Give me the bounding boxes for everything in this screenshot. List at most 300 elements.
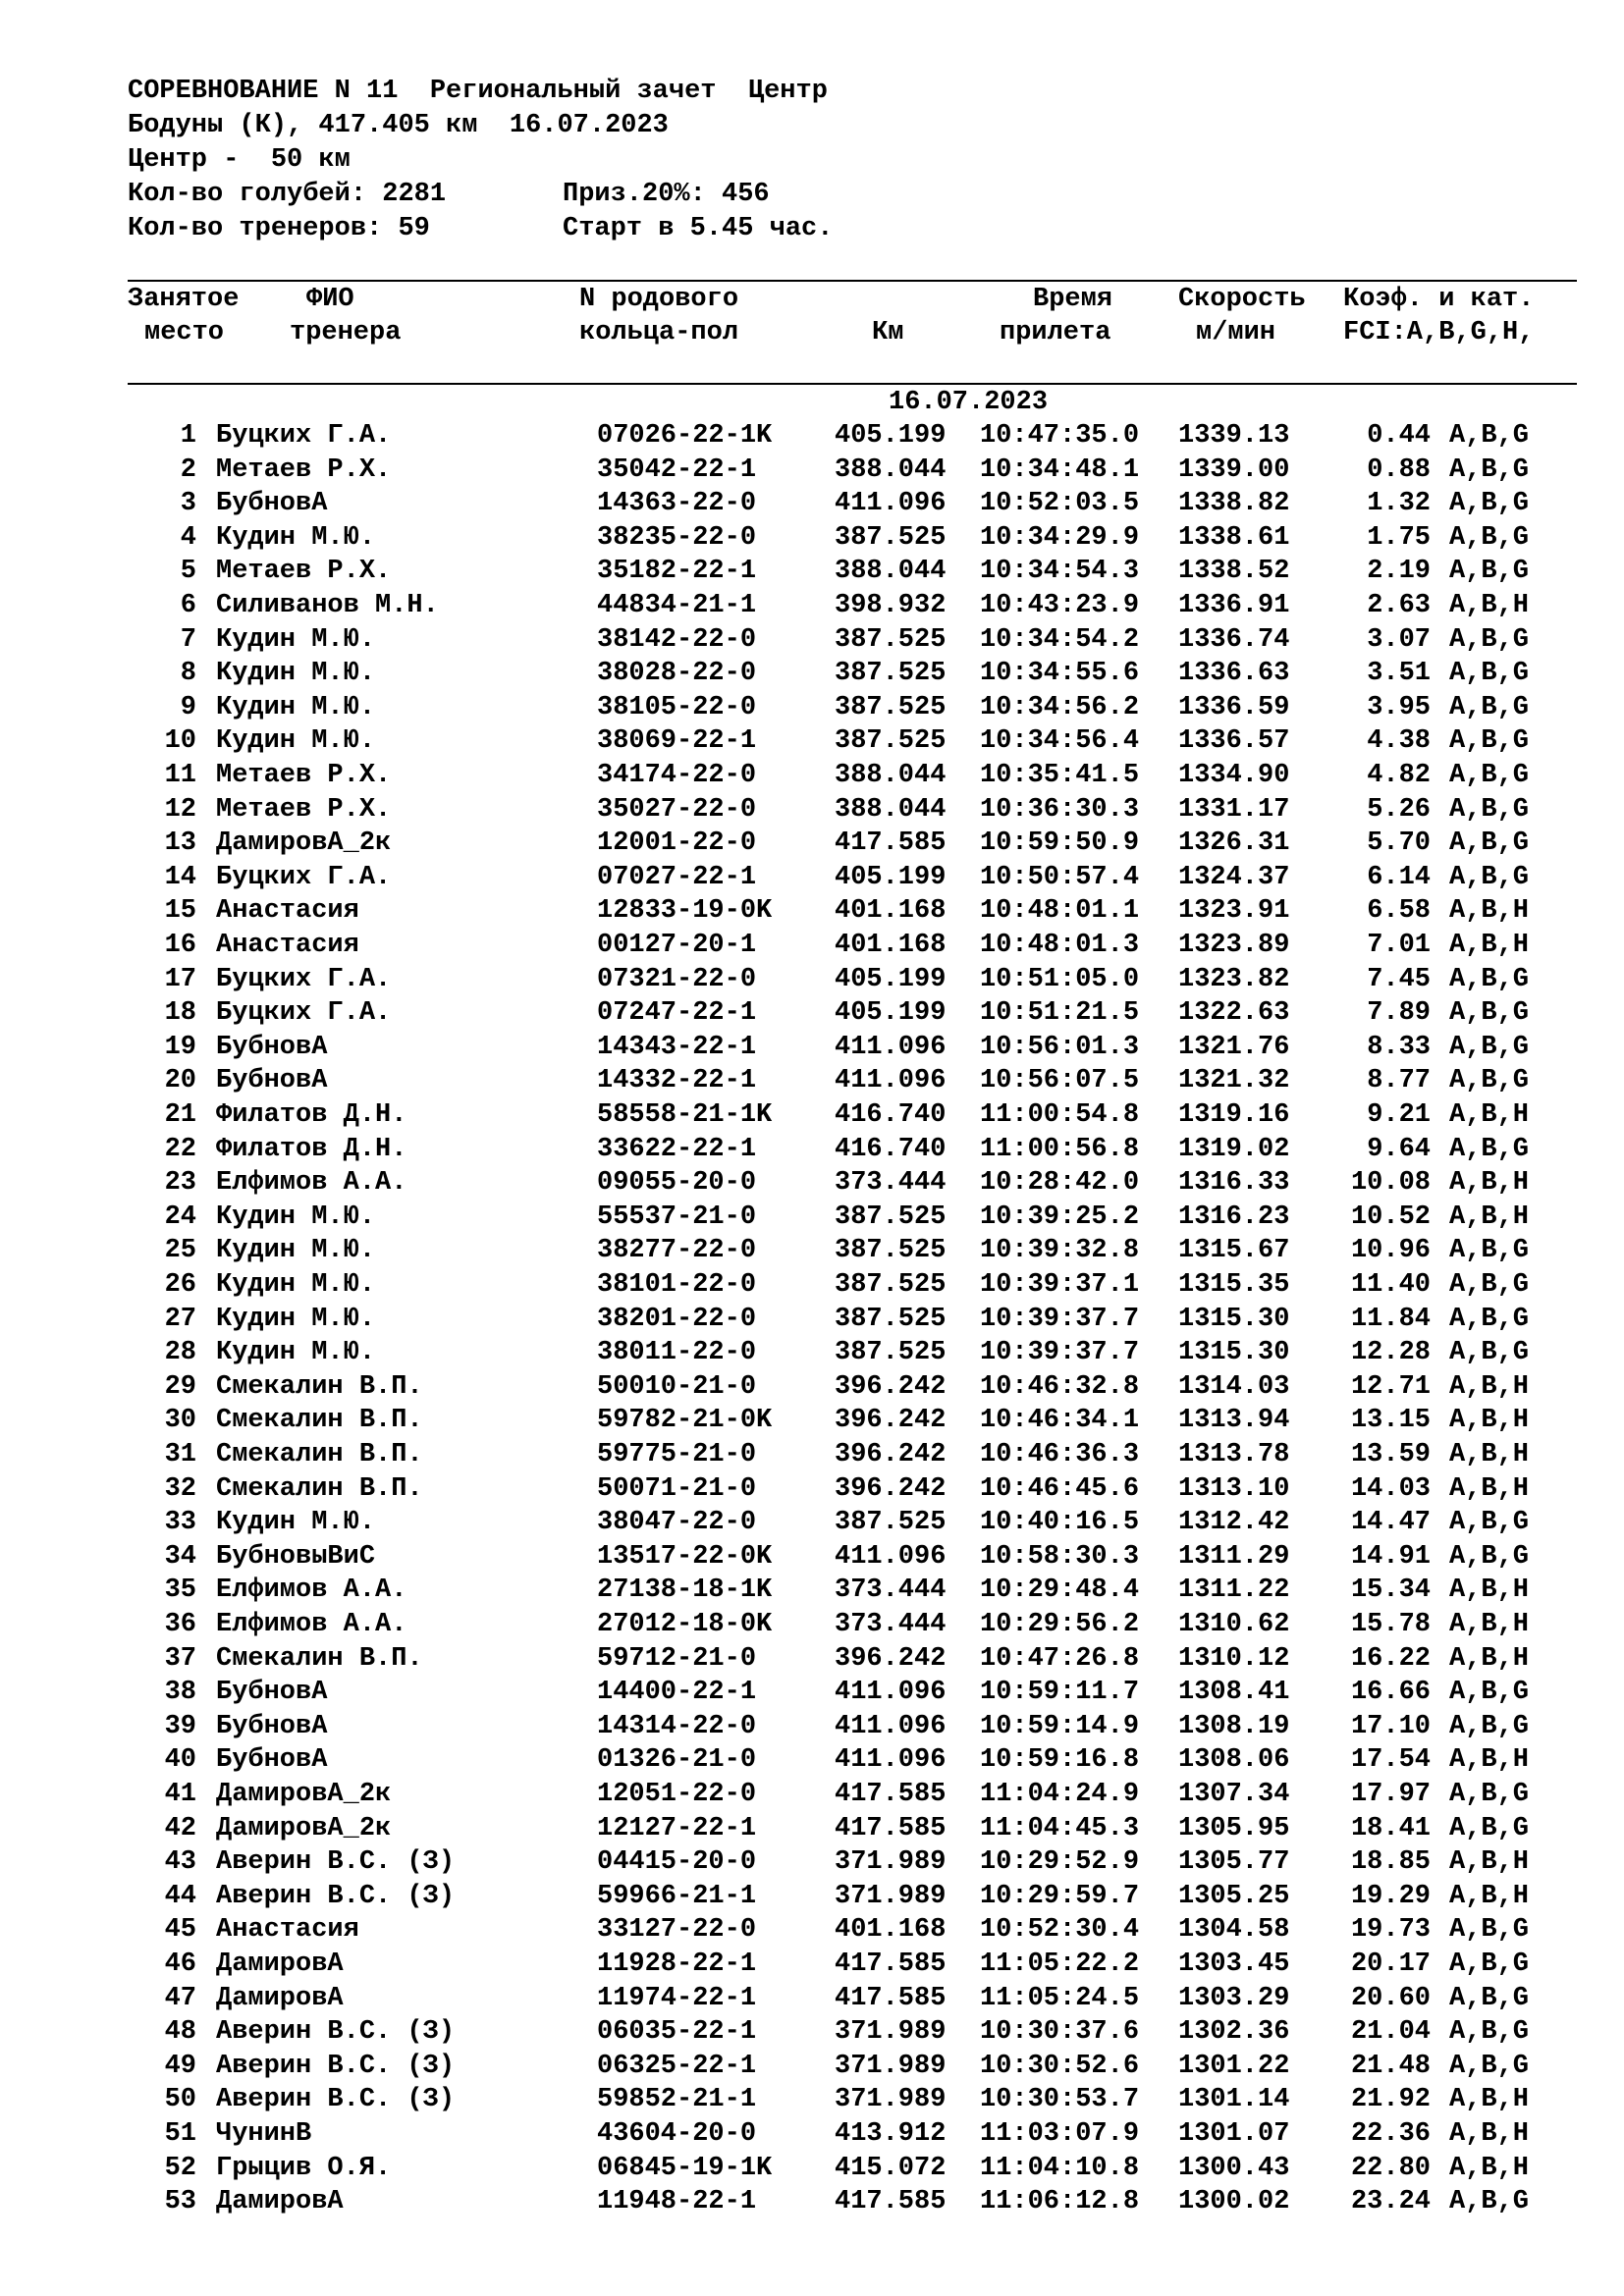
row-place: 24 [164, 1201, 196, 1232]
row-km: 411.096 [835, 1066, 947, 1096]
row-place: 43 [164, 1847, 196, 1878]
row-place: 39 [164, 1711, 196, 1741]
row-coef: 20.60 [1350, 1983, 1431, 2013]
row-place: 33 [164, 1508, 196, 1538]
row-category: A,B,G [1449, 1813, 1530, 1843]
col-place-header: Занятое [128, 285, 240, 314]
row-km: 411.096 [835, 1745, 947, 1776]
row-trainer: Смекалин В.П. [216, 1406, 423, 1436]
row-category: A,B,G [1449, 1304, 1530, 1334]
row-arrival-time: 11:04:24.9 [980, 1780, 1140, 1809]
row-km: 387.525 [835, 1236, 947, 1266]
row-arrival-time: 11:06:12.8 [980, 2187, 1140, 2217]
row-category: A,B,H [1449, 1610, 1530, 1639]
start-time: Старт в 5.45 час. [563, 214, 834, 243]
row-category: A,B,G [1449, 1678, 1530, 1708]
row-coef: 12.71 [1350, 1371, 1431, 1402]
row-km: 411.096 [835, 1711, 947, 1741]
row-trainer: Метаев Р.Х. [216, 794, 392, 825]
row-place: 40 [164, 1745, 196, 1776]
row-ring: 43604-20-0 [597, 2119, 757, 2149]
row-ring: 38105-22-0 [597, 692, 757, 722]
row-ring: 59966-21-1 [597, 1881, 757, 1911]
row-category: A,B,G [1449, 761, 1530, 790]
table-row [0, 929, 1624, 963]
row-km: 373.444 [835, 1610, 947, 1639]
row-ring: 33127-22-0 [597, 1915, 757, 1946]
row-arrival-time: 10:56:01.3 [980, 1032, 1140, 1062]
row-coef: 23.24 [1350, 2187, 1431, 2217]
row-trainer: Анастасия [216, 931, 359, 960]
row-trainer: Кудин М.Ю. [216, 1338, 376, 1368]
row-place: 45 [164, 1915, 196, 1946]
row-coef: 7.01 [1367, 931, 1431, 960]
row-ring: 38028-22-0 [597, 659, 757, 689]
row-coef: 0.88 [1367, 454, 1431, 485]
row-place: 20 [164, 1066, 196, 1096]
row-km: 396.242 [835, 1473, 947, 1504]
row-ring: 06325-22-1 [597, 2051, 757, 2081]
row-speed: 1315.30 [1178, 1304, 1290, 1334]
row-km: 396.242 [835, 1643, 947, 1674]
table-row [0, 1201, 1624, 1235]
row-trainer: БубновыВиС [216, 1541, 376, 1572]
row-trainer: Кудин М.Ю. [216, 1508, 376, 1538]
col-name-header: ФИО [306, 285, 354, 314]
prize-count: Приз.20%: 456 [563, 180, 770, 209]
row-ring: 00127-20-1 [597, 931, 757, 960]
row-arrival-time: 10:48:01.3 [980, 931, 1140, 960]
row-category: A,B,H [1449, 1847, 1530, 1878]
row-place: 27 [164, 1304, 196, 1334]
row-coef: 2.63 [1367, 591, 1431, 620]
row-speed: 1312.42 [1178, 1508, 1290, 1538]
row-coef: 13.59 [1350, 1440, 1431, 1469]
row-coef: 22.80 [1350, 2153, 1431, 2183]
table-row [0, 1880, 1624, 1914]
table-row [0, 2015, 1624, 2050]
row-arrival-time: 11:00:56.8 [980, 1134, 1140, 1164]
row-place: 23 [164, 1168, 196, 1199]
table-row [0, 1608, 1624, 1642]
row-ring: 35182-22-1 [597, 557, 757, 587]
row-speed: 1305.25 [1178, 1881, 1290, 1911]
row-arrival-time: 10:34:54.2 [980, 624, 1140, 655]
row-trainer: Смекалин В.П. [216, 1440, 423, 1469]
row-ring: 06845-19-1K [597, 2153, 773, 2183]
col-name-header-2: тренера [290, 318, 402, 347]
row-ring: 38201-22-0 [597, 1304, 757, 1334]
row-speed: 1308.19 [1178, 1711, 1290, 1741]
row-km: 387.525 [835, 522, 947, 553]
row-speed: 1313.10 [1178, 1473, 1290, 1504]
row-speed: 1336.74 [1178, 624, 1290, 655]
row-category: A,B,H [1449, 896, 1530, 927]
row-ring: 38235-22-0 [597, 522, 757, 553]
row-speed: 1302.36 [1178, 2017, 1290, 2048]
row-place: 8 [180, 659, 196, 689]
row-arrival-time: 11:05:22.2 [980, 1949, 1140, 1979]
row-ring: 33622-22-1 [597, 1134, 757, 1164]
row-speed: 1319.16 [1178, 1100, 1290, 1130]
row-place: 19 [164, 1032, 196, 1062]
row-arrival-time: 10:46:36.3 [980, 1440, 1140, 1469]
row-km: 373.444 [835, 1168, 947, 1199]
row-speed: 1336.59 [1178, 692, 1290, 722]
row-trainer: БубновА [216, 1066, 328, 1096]
row-arrival-time: 10:59:16.8 [980, 1745, 1140, 1776]
row-arrival-time: 10:52:03.5 [980, 489, 1140, 519]
row-trainer: ДамировА_2к [216, 828, 392, 859]
row-ring: 07321-22-0 [597, 964, 757, 994]
row-trainer: Кудин М.Ю. [216, 659, 376, 689]
table-row [0, 2185, 1624, 2219]
row-coef: 14.03 [1350, 1473, 1431, 1504]
row-km: 416.740 [835, 1134, 947, 1164]
row-speed: 1324.37 [1178, 862, 1290, 892]
row-place: 17 [164, 964, 196, 994]
row-ring: 59782-21-0K [597, 1406, 773, 1436]
row-category: A,B,H [1449, 1575, 1530, 1606]
row-place: 22 [164, 1134, 196, 1164]
row-ring: 35042-22-1 [597, 454, 757, 485]
row-speed: 1326.31 [1178, 828, 1290, 859]
row-place: 37 [164, 1643, 196, 1674]
row-arrival-time: 10:30:52.6 [980, 2051, 1140, 2081]
row-trainer: Анастасия [216, 1915, 359, 1946]
row-speed: 1339.00 [1178, 454, 1290, 485]
row-trainer: Метаев Р.Х. [216, 557, 392, 587]
row-arrival-time: 10:58:30.3 [980, 1541, 1140, 1572]
table-row [0, 1404, 1624, 1438]
row-arrival-time: 10:59:11.7 [980, 1678, 1140, 1708]
row-ring: 11928-22-1 [597, 1949, 757, 1979]
release-point: Бодуны (К), 417.405 км 16.07.2023 [128, 111, 669, 140]
row-category: A,B,G [1449, 522, 1530, 553]
row-speed: 1316.33 [1178, 1168, 1290, 1199]
row-arrival-time: 10:43:23.9 [980, 591, 1140, 620]
table-row [0, 894, 1624, 929]
row-trainer: Смекалин В.П. [216, 1643, 423, 1674]
row-category: A,B,H [1449, 2153, 1530, 2183]
row-km: 401.168 [835, 931, 947, 960]
row-trainer: Буцких Г.А. [216, 421, 392, 451]
row-arrival-time: 11:03:07.9 [980, 2119, 1140, 2149]
row-arrival-time: 10:34:55.6 [980, 659, 1140, 689]
row-coef: 14.91 [1350, 1541, 1431, 1572]
row-arrival-time: 10:46:32.8 [980, 1371, 1140, 1402]
row-place: 34 [164, 1541, 196, 1572]
row-arrival-time: 10:30:53.7 [980, 2085, 1140, 2115]
row-coef: 2.19 [1367, 557, 1431, 587]
row-ring: 11974-22-1 [597, 1983, 757, 2013]
row-category: A,B,H [1449, 931, 1530, 960]
table-row [0, 1031, 1624, 1065]
row-speed: 1311.29 [1178, 1541, 1290, 1572]
row-speed: 1301.14 [1178, 2085, 1290, 2115]
row-km: 411.096 [835, 489, 947, 519]
row-km: 396.242 [835, 1371, 947, 1402]
row-category: A,B,G [1449, 1066, 1530, 1096]
row-speed: 1308.41 [1178, 1678, 1290, 1708]
row-coef: 3.07 [1367, 624, 1431, 655]
row-km: 401.168 [835, 1915, 947, 1946]
row-km: 405.199 [835, 421, 947, 451]
row-km: 411.096 [835, 1541, 947, 1572]
row-category: A,B,G [1449, 692, 1530, 722]
row-place: 6 [180, 591, 196, 620]
row-speed: 1315.30 [1178, 1338, 1290, 1368]
row-speed: 1339.13 [1178, 421, 1290, 451]
row-category: A,B,G [1449, 794, 1530, 825]
row-trainer: Аверин В.С. (З) [216, 1847, 456, 1878]
row-coef: 9.21 [1367, 1100, 1431, 1130]
row-km: 388.044 [835, 794, 947, 825]
row-coef: 3.95 [1367, 692, 1431, 722]
row-km: 388.044 [835, 557, 947, 587]
row-place: 18 [164, 998, 196, 1029]
row-ring: 14332-22-1 [597, 1066, 757, 1096]
row-place: 44 [164, 1881, 196, 1911]
row-ring: 07247-22-1 [597, 998, 757, 1029]
header-top-rule [128, 280, 1577, 282]
row-ring: 59712-21-0 [597, 1643, 757, 1674]
col-coef-header: Коэф. и кат. [1343, 285, 1535, 314]
row-coef: 10.96 [1350, 1236, 1431, 1266]
row-trainer: Елфимов А.А. [216, 1610, 407, 1639]
row-km: 416.740 [835, 1100, 947, 1130]
row-trainer: Елфимов А.А. [216, 1575, 407, 1606]
row-trainer: Кудин М.Ю. [216, 1236, 376, 1266]
row-category: A,B,G [1449, 1711, 1530, 1741]
col-ring-header: N родового [579, 285, 739, 314]
table-row [0, 487, 1624, 521]
row-arrival-time: 10:34:56.2 [980, 692, 1140, 722]
row-category: A,B,G [1449, 1949, 1530, 1979]
row-speed: 1310.12 [1178, 1643, 1290, 1674]
table-row [0, 419, 1624, 454]
row-trainer: Аверин В.С. (З) [216, 2017, 456, 2048]
row-category: A,B,H [1449, 1440, 1530, 1469]
row-km: 371.989 [835, 1881, 947, 1911]
row-arrival-time: 11:04:45.3 [980, 1813, 1140, 1843]
row-speed: 1336.91 [1178, 591, 1290, 620]
row-category: A,B,G [1449, 659, 1530, 689]
row-arrival-time: 10:46:34.1 [980, 1406, 1140, 1436]
table-row [0, 1506, 1624, 1540]
row-km: 417.585 [835, 828, 947, 859]
row-trainer: Метаев Р.Х. [216, 454, 392, 485]
row-speed: 1323.89 [1178, 931, 1290, 960]
row-coef: 11.40 [1350, 1270, 1431, 1300]
row-place: 30 [164, 1406, 196, 1436]
row-category: A,B,H [1449, 2085, 1530, 2115]
row-coef: 21.48 [1350, 2051, 1431, 2081]
row-km: 387.525 [835, 659, 947, 689]
row-coef: 1.75 [1367, 522, 1431, 553]
row-km: 387.525 [835, 1304, 947, 1334]
row-place: 14 [164, 862, 196, 892]
row-place: 32 [164, 1473, 196, 1504]
row-place: 10 [164, 726, 196, 757]
row-arrival-time: 10:29:59.7 [980, 1881, 1140, 1911]
row-ring: 14314-22-0 [597, 1711, 757, 1741]
row-trainer: Кудин М.Ю. [216, 624, 376, 655]
row-trainer: Буцких Г.А. [216, 862, 392, 892]
row-speed: 1308.06 [1178, 1745, 1290, 1776]
row-ring: 38011-22-0 [597, 1338, 757, 1368]
row-category: A,B,H [1449, 1745, 1530, 1776]
table-row [0, 1574, 1624, 1608]
row-speed: 1336.57 [1178, 726, 1290, 757]
row-place: 16 [164, 931, 196, 960]
row-trainer: Грыцив О.Я. [216, 2153, 392, 2183]
row-speed: 1314.03 [1178, 1371, 1290, 1402]
row-km: 396.242 [835, 1440, 947, 1469]
row-category: A,B,G [1449, 2017, 1530, 2048]
row-place: 9 [180, 692, 196, 722]
row-place: 50 [164, 2085, 196, 2115]
row-ring: 13517-22-0K [597, 1541, 773, 1572]
row-category: A,B,G [1449, 1780, 1530, 1809]
row-category: A,B,G [1449, 2187, 1530, 2217]
table-row [0, 521, 1624, 556]
competition-title: СОРЕВНОВАНИЕ N 11 Региональный зачет Центр [128, 77, 828, 106]
row-km: 417.585 [835, 1780, 947, 1809]
row-trainer: Силиванов М.Н. [216, 591, 439, 620]
table-row [0, 1743, 1624, 1778]
row-trainer: Кудин М.Ю. [216, 1201, 376, 1232]
row-km: 371.989 [835, 2017, 947, 2048]
row-arrival-time: 10:36:30.3 [980, 794, 1140, 825]
pigeon-count: Кол-во голубей: 2281 [128, 180, 447, 209]
row-trainer: ДамировА [216, 2187, 344, 2217]
row-place: 5 [180, 557, 196, 587]
table-row [0, 996, 1624, 1031]
row-coef: 7.89 [1367, 998, 1431, 1029]
row-arrival-time: 10:46:45.6 [980, 1473, 1140, 1504]
table-row [0, 1676, 1624, 1710]
row-trainer: БубновА [216, 1678, 328, 1708]
row-category: A,B,G [1449, 1236, 1530, 1266]
row-place: 25 [164, 1236, 196, 1266]
trainer-count: Кол-во тренеров: 59 [128, 214, 430, 243]
row-coef: 19.29 [1350, 1881, 1431, 1911]
row-speed: 1321.76 [1178, 1032, 1290, 1062]
table-row [0, 1370, 1624, 1405]
row-arrival-time: 10:59:50.9 [980, 828, 1140, 859]
row-coef: 20.17 [1350, 1949, 1431, 1979]
row-coef: 18.41 [1350, 1813, 1431, 1843]
row-arrival-time: 10:39:25.2 [980, 1201, 1140, 1232]
table-row [0, 1540, 1624, 1575]
row-arrival-time: 11:05:24.5 [980, 1983, 1140, 2013]
row-category: A,B,H [1449, 1100, 1530, 1130]
table-row [0, 724, 1624, 759]
row-arrival-time: 10:39:32.8 [980, 1236, 1140, 1266]
row-speed: 1323.91 [1178, 896, 1290, 927]
row-place: 48 [164, 2017, 196, 2048]
row-speed: 1300.02 [1178, 2187, 1290, 2217]
row-speed: 1310.62 [1178, 1610, 1290, 1639]
row-ring: 38101-22-0 [597, 1270, 757, 1300]
row-speed: 1336.63 [1178, 659, 1290, 689]
row-place: 3 [180, 489, 196, 519]
row-ring: 07026-22-1K [597, 421, 773, 451]
table-row [0, 1166, 1624, 1201]
row-trainer: ЧунинВ [216, 2119, 312, 2149]
row-coef: 1.32 [1367, 489, 1431, 519]
row-place: 51 [164, 2119, 196, 2149]
row-category: A,B,H [1449, 1201, 1530, 1232]
row-arrival-time: 10:47:35.0 [980, 421, 1140, 451]
row-ring: 38069-22-1 [597, 726, 757, 757]
row-coef: 17.10 [1350, 1711, 1431, 1741]
row-trainer: Кудин М.Ю. [216, 522, 376, 553]
row-coef: 17.54 [1350, 1745, 1431, 1776]
row-km: 387.525 [835, 1508, 947, 1538]
table-row [0, 1064, 1624, 1098]
row-coef: 4.82 [1367, 761, 1431, 790]
row-speed: 1323.82 [1178, 964, 1290, 994]
row-arrival-time: 10:29:56.2 [980, 1610, 1140, 1639]
row-speed: 1305.77 [1178, 1847, 1290, 1878]
table-row [0, 657, 1624, 691]
row-speed: 1304.58 [1178, 1915, 1290, 1946]
table-row [0, 555, 1624, 589]
row-category: A,B,G [1449, 624, 1530, 655]
row-trainer: Буцких Г.А. [216, 998, 392, 1029]
row-arrival-time: 10:47:26.8 [980, 1643, 1140, 1674]
row-trainer: ДамировА_2к [216, 1813, 392, 1843]
row-trainer: Метаев Р.Х. [216, 761, 392, 790]
row-trainer: Кудин М.Ю. [216, 692, 376, 722]
row-coef: 19.73 [1350, 1915, 1431, 1946]
row-ring: 27138-18-1K [597, 1575, 773, 1606]
row-ring: 12127-22-1 [597, 1813, 757, 1843]
row-km: 417.585 [835, 1983, 947, 2013]
table-row [0, 1268, 1624, 1303]
row-speed: 1334.90 [1178, 761, 1290, 790]
row-category: A,B,H [1449, 591, 1530, 620]
row-km: 405.199 [835, 964, 947, 994]
row-place: 35 [164, 1575, 196, 1606]
row-ring: 06035-22-1 [597, 2017, 757, 2048]
row-category: A,B,G [1449, 1270, 1530, 1300]
table-row [0, 861, 1624, 895]
table-row [0, 1710, 1624, 1744]
zone-line: Центр - 50 км [128, 145, 351, 175]
table-row [0, 2117, 1624, 2152]
row-coef: 16.22 [1350, 1643, 1431, 1674]
row-speed: 1321.32 [1178, 1066, 1290, 1096]
row-arrival-time: 10:39:37.7 [980, 1338, 1140, 1368]
row-arrival-time: 10:34:54.3 [980, 557, 1140, 587]
row-place: 28 [164, 1338, 196, 1368]
row-speed: 1331.17 [1178, 794, 1290, 825]
row-place: 1 [180, 421, 196, 451]
col-speed-header-2: м/мин [1196, 318, 1276, 347]
row-km: 411.096 [835, 1032, 947, 1062]
row-category: A,B,H [1449, 1881, 1530, 1911]
row-trainer: Буцких Г.А. [216, 964, 392, 994]
row-km: 371.989 [835, 2051, 947, 2081]
row-trainer: Аверин В.С. (З) [216, 2051, 456, 2081]
row-arrival-time: 10:29:48.4 [980, 1575, 1140, 1606]
row-place: 52 [164, 2153, 196, 2183]
row-speed: 1303.29 [1178, 1983, 1290, 2013]
row-arrival-time: 10:29:52.9 [980, 1847, 1140, 1878]
